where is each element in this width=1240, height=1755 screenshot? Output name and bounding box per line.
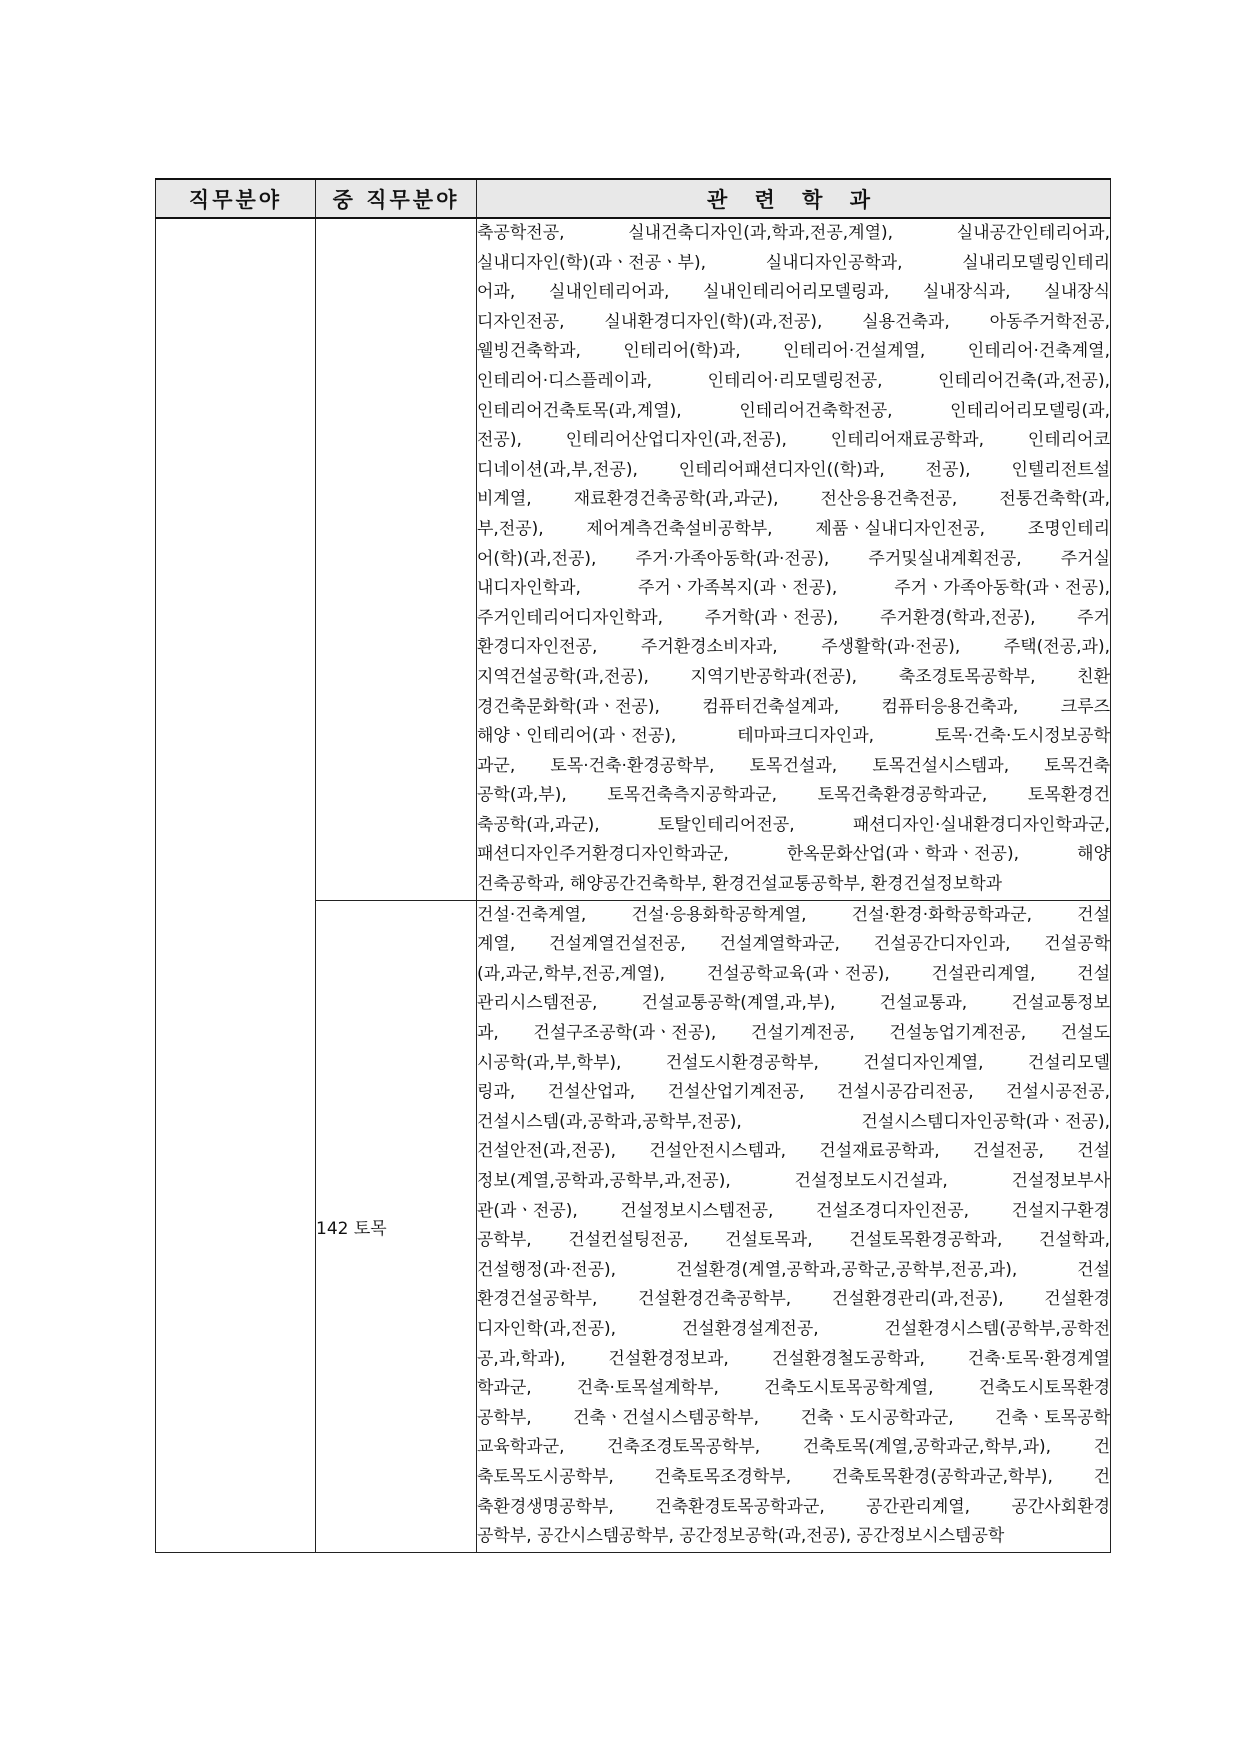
related-departments-table [155,178,1111,1553]
major-field-cell [156,218,316,1552]
table-row [156,218,1111,900]
mid-field-cell [316,218,477,900]
text-line: 축토목도시공학부, 건축토목조경학부, 건축토목환경(공학과군,학부), 건 [477,1466,1110,1487]
text-line: 패션디자인주거환경디자인학과군, 한옥문화산업(과ㆍ학과ㆍ전공), 해양 [477,844,1110,865]
text-line: 지역건설공학(과,전공), 지역기반공학과(전공), 축조경토목공학부, 친환 [477,666,1110,687]
related-departments-cell [477,900,1111,1552]
header-major-field: 직무분야 [156,179,316,218]
text-line: 계열, 건설계열건설전공, 건설계열학과군, 건설공간디자인과, 건설공학 [477,934,1110,955]
text-line: 건설시스템(과,공학과,공학부,전공), 건설시스템디자인공학(과ㆍ전공), [477,1111,1110,1132]
text-line: 전공), 인테리어산업디자인(과,전공), 인테리어재료공학과, 인테리어코 [477,430,1110,451]
text-line: 축공학(과,과군), 토탈인테리어전공, 패션디자인·실내환경디자인학과군, [477,814,1110,835]
text-line: 관리시스템전공, 건설교통공학(계열,과,부), 건설교통과, 건설교통정보 [477,993,1110,1014]
text-line: 시공학(과,부,학부), 건설도시환경공학부, 건설디자인계열, 건설리모델 [477,1052,1110,1073]
text-line: 디자인학(과,전공), 건설환경설계전공, 건설환경시스템(공학부,공학전 [477,1318,1110,1339]
text-line: 해양ㆍ인테리어(과ㆍ전공), 테마파크디자인과, 토목·건축·도시정보공학 [477,726,1110,747]
text-line: 공학부, 공간시스템공학부, 공간정보공학(과,전공), 공간정보시스템공학 [477,1526,1005,1547]
text-line: 환경디자인전공, 주거환경소비자과, 주생활학(과·전공), 주택(전공,과), [477,637,1110,658]
table-header-row [156,179,1111,218]
text-line: 링과, 건설산업과, 건설산업기계전공, 건설시공감리전공, 건설시공전공, [477,1082,1110,1103]
text-line: 축공학전공, 실내건축디자인(과,학과,전공,계열), 실내공간인테리어과, [477,223,1110,243]
text-line: 학과군, 건축·토목설계학부, 건축도시토목공학계열, 건축도시토목환경 [477,1378,1110,1399]
text-line: 과군, 토목·건축·환경공학부, 토목건설과, 토목건설시스템과, 토목건축 [477,755,1110,776]
text-line: 공,과,학과), 건설환경정보과, 건설환경철도공학과, 건축·토목·환경계열 [477,1348,1110,1369]
text-line: 건설행정(과·전공), 건설환경(계열,공학과,공학군,공학부,전공,과), 건설 [477,1259,1110,1280]
text-line: 실내디자인(학)(과ㆍ전공ㆍ부), 실내디자인공학과, 실내리모델링인테리 [477,252,1110,273]
text-line: 웰빙건축학과, 인테리어(학)과, 인테리어·건설계열, 인테리어·건축계열, [477,341,1110,362]
text-line: 건축공학과, 해양공간건축학부, 환경건설교통공학부, 환경건설정보학과 [477,874,1003,895]
text-line: 경건축문화학(과ㆍ전공), 컴퓨터건축설계과, 컴퓨터응용건축과, 크루즈 [477,696,1110,717]
text-line: 주거인테리어디자인학과, 주거학(과ㆍ전공), 주거환경(학과,전공), 주거 [477,607,1110,628]
text-line: (과,과군,학부,전공,계열), 건설공학교육(과ㆍ전공), 건설관리계열, 건설 [477,963,1110,984]
related-departments-cell [477,218,1111,900]
text-line: 건설·건축계열, 건설·응용화학공학계열, 건설·환경·화학공학과군, 건설 [477,904,1110,925]
header-mid-field: 중 직무분야 [316,179,477,218]
text-line: 디네이션(과,부,전공), 인테리어패션디자인((학)과, 전공), 인텔리전트설 [477,459,1110,480]
text-line: 인테리어건축토목(과,계열), 인테리어건축학전공, 인테리어리모델링(과, [477,400,1110,421]
text-line: 부,전공), 제어계측건축설비공학부, 제품ㆍ실내디자인전공, 조명인테리 [477,518,1110,539]
text-line: 공학부, 건설컨설팅전공, 건설토목과, 건설토목환경공학과, 건설학과, [477,1230,1110,1251]
text-line: 과, 건설구조공학(과ㆍ전공), 건설기계전공, 건설농업기계전공, 건설도 [477,1023,1110,1044]
text-line: 어(학)(과,전공), 주거·가족아동학(과·전공), 주거및실내계획전공, 주거실 [477,548,1110,569]
text-line: 관(과ㆍ전공), 건설정보시스템전공, 건설조경디자인전공, 건설지구환경 [477,1200,1110,1221]
text-line: 인테리어·디스플레이과, 인테리어·리모델링전공, 인테리어건축(과,전공), [477,370,1110,391]
text-line: 내디자인학과, 주거ㆍ가족복지(과ㆍ전공), 주거ㆍ가족아동학(과ㆍ전공), [477,578,1110,599]
mid-field-cell: 142 토목 [316,900,477,1552]
text-line: 공학부, 건축ㆍ건설시스템공학부, 건축ㆍ도시공학과군, 건축ㆍ토목공학 [477,1407,1110,1428]
text-line: 정보(계열,공학과,공학부,과,전공), 건설정보도시건설과, 건설정보부사 [477,1171,1110,1191]
text-line: 건설안전(과,전공), 건설안전시스템과, 건설재료공학과, 건설전공, 건설 [477,1141,1110,1162]
text-line: 교육학과군, 건축조경토목공학부, 건축토목(계열,공학과군,학부,과), 건 [477,1437,1110,1458]
text-line: 비계열, 재료환경건축공학(과,과군), 전산응용건축전공, 전통건축학(과, [477,489,1110,510]
text-line: 축환경생명공학부, 건축환경토목공학과군, 공간관리계열, 공간사회환경 [477,1496,1110,1517]
header-related-departments: 관 련 학 과 [477,179,1111,218]
text-line: 디자인전공, 실내환경디자인(학)(과,전공), 실용건축과, 아동주거학전공, [477,311,1110,332]
text-line: 공학(과,부), 토목건축측지공학과군, 토목건축환경공학과군, 토목환경건 [477,785,1110,806]
text-line: 환경건설공학부, 건설환경건축공학부, 건설환경관리(과,전공), 건설환경 [477,1289,1110,1310]
text-line: 어과, 실내인테리어과, 실내인테리어리모델링과, 실내장식과, 실내장식 [477,282,1110,303]
